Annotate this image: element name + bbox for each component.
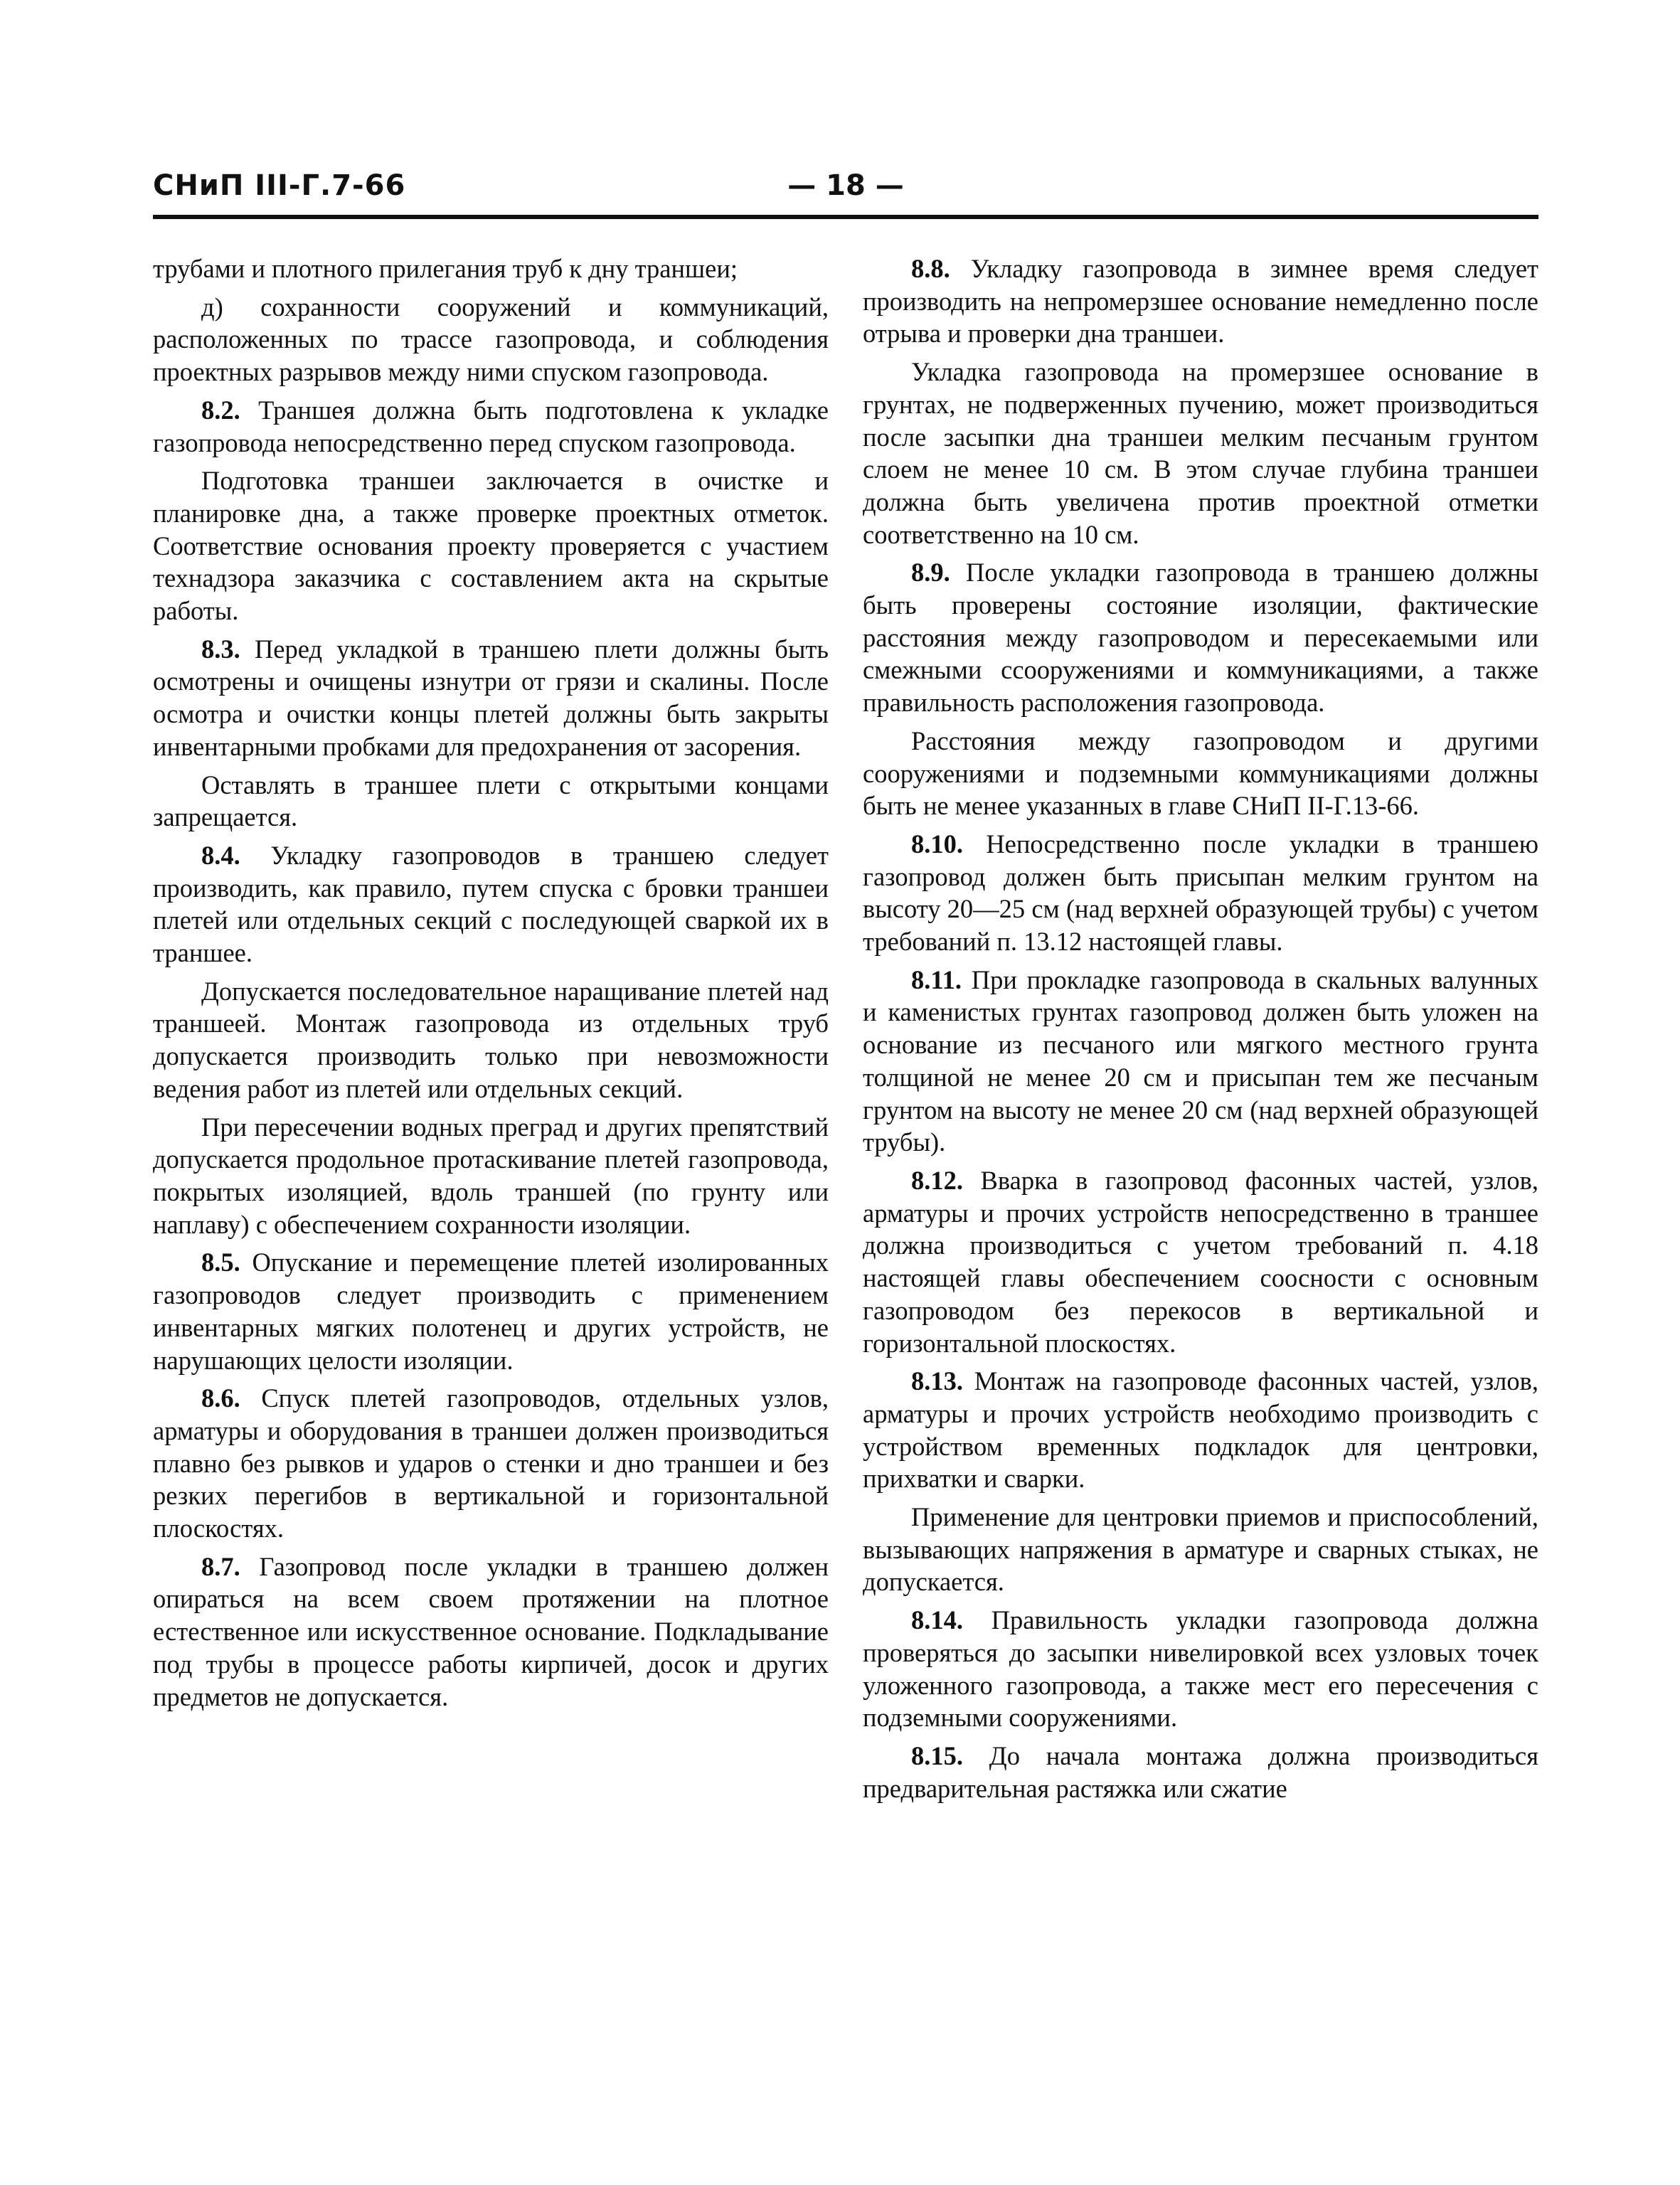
paragraph [863, 1740, 1538, 1804]
paragraph [153, 633, 829, 763]
paragraph-text: Допускается последовательное наращивание плетей над траншеей. Монтаж газопровода из отдельных труб допускается производить только при невозможности ведения работ из плетей или отдельных секций. [153, 976, 829, 1103]
left-column [153, 252, 829, 1718]
paragraph [153, 291, 829, 388]
clause-number: 8.2. [201, 395, 240, 425]
clause-number: 8.5. [201, 1248, 240, 1277]
paragraph-text: Укладку газопровода в зимнее время следует производить на непромерзшее основание немедленно после отрыва и проверки дна траншеи. [863, 254, 1538, 349]
paragraph [863, 1164, 1538, 1359]
paragraph-text: Газопровод после укладки в траншею должен опираться на всем своем протяжении на плотное естественное или искусственное основание. Подкладывание под трубы в процессе работы кирпичей, досок и других предметов не допускается. [153, 1551, 829, 1711]
paragraph-text: Расстояния между газопроводом и другими сооружениями и подземными коммуникациями должны быть не менее указанных в главе СНиП II-Г.13-66. [863, 725, 1538, 821]
clause-number: 8.4. [201, 840, 240, 870]
clause-number: 8.12. [911, 1165, 963, 1195]
clause-number: 8.7. [201, 1551, 240, 1581]
paragraph-text: При пересечении водных преград и других препятствий допускается продольное протаскивание плетей газопровода, покрытых изоляцией, вдоль траншей (по грунту или наплаву) с обеспечением сохранности изоляции. [153, 1112, 829, 1239]
clause-number: 8.3. [201, 634, 240, 664]
paragraph-text: Непосредственно после укладки в траншею газопровод должен быть присыпан мелким грунтом на высоту 20—25 см (над верхней образующей трубы) с учетом требований п. 13.12 настоящей главы. [863, 829, 1538, 957]
paragraph-text: Опускание и перемещение плетей изолированных газопроводов следует производить с применением инвентарных мягких полотенец и других устройств, не нарушающих целости изоляции. [153, 1248, 829, 1375]
paragraph [863, 252, 1538, 350]
paragraph [153, 252, 829, 285]
paragraph [153, 1382, 829, 1545]
paragraph-text: Монтаж на газопроводе фасонных частей, узлов, арматуры и прочих устройств необходимо производить с устройством временных подкладок для центровки, прихватки и сварки. [863, 1366, 1538, 1494]
page-number: — 18 — [787, 169, 904, 202]
clause-number: 8.10. [911, 829, 963, 858]
clause-number: 8.13. [911, 1366, 963, 1396]
paragraph-text: После укладки газопровода в траншею должны быть проверены состояние изоляции, фактические расстояния между газопроводом и пересекаемыми или смежными ссооружениями и коммуникациями, а также правильность расположения газопровода. [863, 558, 1538, 718]
paragraph [153, 1111, 829, 1241]
paragraph [863, 1365, 1538, 1495]
clause-number: 8.8. [911, 254, 950, 283]
paragraph [153, 975, 829, 1105]
right-column [863, 252, 1538, 1810]
paragraph [863, 964, 1538, 1159]
paragraph [153, 1551, 829, 1713]
paragraph-text: Вварка в газопровод фасонных частей, узлов, арматуры и прочих устройств непосредственно в траншее должна производиться с учетом требований п. 4.18 настоящей главы обеспечением соосности с основным газопроводом без перекосов в вертикальной и горизонтальной плоскостях. [863, 1165, 1538, 1358]
paragraph-text: Перед укладкой в траншею плети должны быть осмотрены и очищены изнутри от грязи и скалины. После осмотра и очистки концы плетей должны быть закрыты инвентарными пробками для предохранения от засорения. [153, 634, 829, 761]
clause-number: 8.11. [911, 964, 962, 994]
document-code: СНиП III-Г.7-66 [153, 169, 406, 202]
paragraph-text: Применение для центровки приемов и приспособлений, вызывающих напряжения в арматуре и сварных стыках, не допускается. [863, 1502, 1538, 1597]
paragraph [153, 839, 829, 969]
paragraph [153, 1246, 829, 1376]
paragraph [863, 556, 1538, 719]
paragraph-text: Укладка газопровода на промерзшее основание в грунтах, не подверженных пучению, может производиться после засыпки дна траншеи мелким песчаным грунтом слоем не менее 10 см. В этом случае глубина траншеи должна быть увеличена против проектной отметки соответственно на 10 см. [863, 357, 1538, 549]
paragraph-text: Правильность укладки газопровода должна проверяться до засыпки нивелировкой всех узловых точек уложенного газопровода, а также мест его пересечения с подземными сооружениями. [863, 1605, 1538, 1733]
paragraph-text: Оставлять в траншее плети с открытыми концами запрещается. [153, 770, 829, 832]
paragraph-text: Укладку газопроводов в траншею следует производить, как правило, путем спуска с бровки траншеи плетей или отдельных секций с последующей сваркой их в траншее. [153, 840, 829, 968]
clause-number: 8.15. [911, 1740, 963, 1770]
paragraph-text: При прокладке газопровода в скальных валунных и каменистых грунтах газопровод должен быть уложен на основание из песчаного или мягкого местного грунта толщиной не менее 20 см и присыпан тем же песчаным грунтом на высоту не менее 20 см (над верхней образующей трубы). [863, 964, 1538, 1157]
paragraph-text: трубами и плотного прилегания труб к дну траншеи; [153, 254, 738, 283]
page-header [153, 169, 1538, 219]
clause-number: 8.6. [201, 1383, 240, 1413]
paragraph-text: До начала монтажа должна производиться предварительная растяжка или сжатие [863, 1740, 1538, 1803]
paragraph [863, 1604, 1538, 1734]
paragraph [863, 1501, 1538, 1598]
clause-number: 8.9. [911, 558, 950, 588]
header-rule [153, 215, 1538, 219]
paragraph [863, 725, 1538, 822]
paragraph [153, 769, 829, 834]
paragraph [863, 356, 1538, 551]
paragraph-text: Спуск плетей газопроводов, отдельных узлов, арматуры и оборудования в траншеи должен производиться плавно без рывков и ударов о стенки и дно траншеи и без резких перегибов в вертикальной и горизонтальной плоскостях. [153, 1383, 829, 1543]
paragraph [863, 828, 1538, 958]
paragraph [153, 464, 829, 627]
paragraph [153, 394, 829, 459]
clause-number: 8.14. [911, 1605, 963, 1635]
paragraph-text: Подготовка траншеи заключается в очистке и планировке дна, а также проверке проектных отметок. Соответствие основания проекту проверяется с участием технадзора заказчика с составлением акта на скрытые работы. [153, 466, 829, 626]
paragraph-text: Траншея должна быть подготовлена к укладке газопровода непосредственно перед спуском газопровода. [153, 395, 829, 457]
paragraph-text: д) сохранности сооружений и коммуникаций, расположенных по трассе газопровода, и соблюдения проектных разрывов между ними спуском газопровода. [153, 292, 829, 387]
